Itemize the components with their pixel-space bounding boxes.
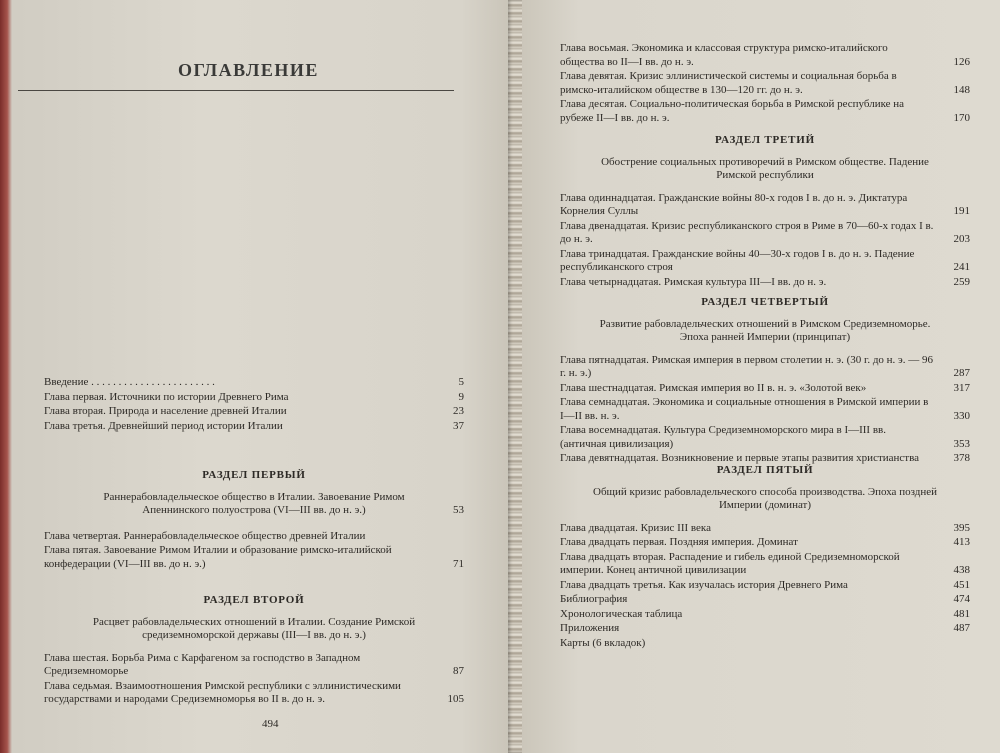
toc-entry: Глава первая. Источники по истории Древнего Рима 9 xyxy=(44,390,464,403)
section-heading: РАЗДЕЛ ЧЕТВЕРТЫЙ xyxy=(701,296,829,308)
section-subtitle: Общий кризис рабовладельческого способа производства. Эпоха поздней Империи (доминат) xyxy=(593,485,937,511)
toc-entry: Глава четвертая. Раннерабовладельческое общество древней Италии xyxy=(44,529,366,542)
toc-entry: Глава девятая. Кризис эллинистической системы и социальная борьба в римско-италийском обществе в 130—120 гг. до н. э. 148 xyxy=(560,70,970,96)
section-heading: РАЗДЕЛ ТРЕТИЙ xyxy=(714,134,816,146)
toc-entry: Глава шестнадцатая. Римская империя во II в. н. э. «Золотой век» 317 xyxy=(560,381,970,394)
intro-toc xyxy=(44,376,464,434)
section-subtitle: Расцвет рабовладельческих отношений в Италии. Создание Римской средиземноморской державы (III—I вв. до н. э.) xyxy=(92,615,416,641)
section-heading: РАЗДЕЛ ПЕРВЫЙ xyxy=(202,469,306,481)
toc-entry: Глава двадцать третья. Как изучалась история Древнего Рима 451 xyxy=(560,578,970,591)
top-toc xyxy=(560,42,970,126)
toc-entry: Библиография 474 xyxy=(560,593,970,605)
toc-entry: Глава двадцать вторая. Распадение и гибель единой Средиземноморской империи. Конец античной цивилизации 438 xyxy=(560,550,970,576)
toc-entry: Глава пятнадцатая. Римская империя в первом столетии н. э. (30 г. до н. э. — 96 г. н. э.) 287 xyxy=(560,353,970,379)
section-heading: РАЗДЕЛ ПЯТЫЙ xyxy=(716,464,814,476)
section-subtitle: Развитие рабовладельческих отношений в Римском Средиземноморье. Эпоха ранней Империи (принципат) xyxy=(599,317,931,343)
section-heading: РАЗДЕЛ ВТОРОЙ xyxy=(203,594,305,606)
section-subtitle: Раннерабовладельческое общество в Италии. Завоевание Римом Апеннинского полуострова (VI—III вв. до н. э.) 53 xyxy=(103,490,464,516)
toc-entry: Глава третья. Древнейший период истории Италии 37 xyxy=(44,419,464,432)
page-title: ОГЛАВЛЕНИЕ xyxy=(178,60,319,80)
section-1 xyxy=(44,455,464,572)
page-number: 494 xyxy=(262,718,279,730)
section-subtitle: Обострение социальных противоречий в Римском обществе. Падение Римской республики xyxy=(601,155,929,181)
toc-entry: Глава двадцатая. Кризис III века 395 xyxy=(560,521,970,534)
cover-edge xyxy=(0,0,12,753)
toc-entry: Глава двадцать первая. Поздняя империя. Доминат 413 xyxy=(560,536,970,548)
section-3 xyxy=(560,120,970,290)
toc-entry: Глава десятая. Социально-политическая борьба в Римской республике на рубеже II—I вв. до н. э. 170 xyxy=(560,98,970,124)
toc-entry: Глава семнадцатая. Экономика и социальные отношения в Римской империи в I—II вв. н. э. 330 xyxy=(560,396,970,422)
section-2 xyxy=(44,580,464,708)
section-5 xyxy=(560,450,970,651)
toc-entry: Глава вторая. Природа и население древней Италии 23 xyxy=(44,405,464,417)
toc-entry: Глава двенадцатая. Кризис республиканского строя в Риме в 70—60-х годах I в. до н. э. 203 xyxy=(560,219,970,245)
toc-entry: Глава пятая. Завоевание Римом Италии и образование римско-италийской конфедерации (VI—III вв. до н. э.) 71 xyxy=(44,544,464,570)
toc-entry: Глава шестая. Борьба Рима с Карфагеном за господство в Западном Средиземноморье 87 xyxy=(44,651,464,677)
title-rule xyxy=(18,90,454,91)
toc-entry: Глава тринадцатая. Гражданские войны 40—30-х годов I в. до н. э. Падение республиканского строя 241 xyxy=(560,247,970,273)
toc-entry: Глава восемнадцатая. Культура Средиземноморского мира в I—III вв. (античная цивилизация) 353 xyxy=(560,424,970,450)
toc-entry: Глава седьмая. Взаимоотношения Римской республики с эллинистическими государствами и народами Средиземноморья во II в. до н. э. 105 xyxy=(44,679,464,705)
toc-entry: Глава восьмая. Экономика и классовая структура римско-италийского общества во II—I вв. до н. э. 126 xyxy=(560,42,970,68)
section-4 xyxy=(560,282,970,467)
toc-entry: Хронологическая таблица 481 xyxy=(560,607,970,620)
toc-entry: Карты (6 вкладок) xyxy=(560,636,646,649)
toc-entry: Глава четырнадцатая. Римская культура III—I вв. до н. э. 259 xyxy=(560,275,970,288)
toc-entry: Приложения 487 xyxy=(560,622,970,634)
toc-entry: Глава девятнадцатая. Возникновение и первые этапы развития христианства 378 xyxy=(560,452,970,464)
toc-entry: Глава одиннадцатая. Гражданские войны 80-х годов I в. до н. э. Диктатура Корнелия Суллы 191 xyxy=(560,191,970,217)
toc-entry: Введение . . . . . . . . . . . . . . . . . . . . . . . 5 xyxy=(44,376,464,388)
